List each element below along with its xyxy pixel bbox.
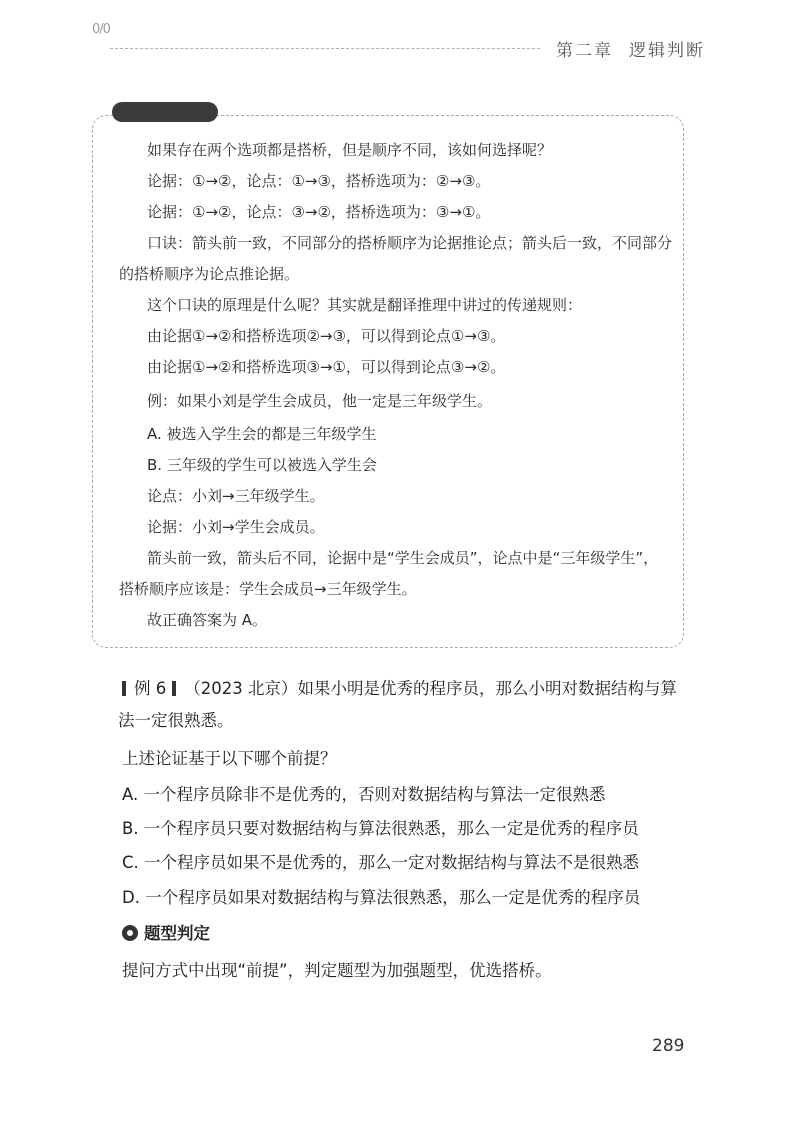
section-bullet-icon (122, 925, 138, 941)
header-mark: 0/0 (92, 22, 110, 37)
option-c: C. 一个程序员如果不是优秀的，那么一定对数据结构与算法不是很熟悉 (122, 853, 640, 872)
tip-line: 论据：小刘→学生会成员。 (147, 518, 325, 536)
section-heading (122, 923, 210, 945)
chapter-title: 逻辑判断 (629, 41, 705, 61)
option-b: B. 一个程序员只要对数据结构与算法很熟悉，那么一定是优秀的程序员 (122, 819, 639, 838)
tip-line: 的搭桥顺序为论点推论据。 (119, 265, 300, 283)
section-text: 提问方式中出现“前提”，判定题型为加强题型，优选搭桥。 (122, 961, 552, 980)
tip-line: 论点：小刘→三年级学生。 (147, 487, 325, 505)
section-title: 题型判定 (144, 924, 210, 943)
header-rule (110, 48, 540, 49)
example-stem-line1: 如果小明是优秀的程序员，那么小明对数据结构与算 (297, 679, 677, 698)
example-source: （2023 北京） (184, 679, 298, 698)
chapter-label: 第二章 (556, 41, 613, 61)
tip-line: 口诀：箭头前一致，不同部分的搭桥顺序为论据推论点；箭头后一致，不同部分 (147, 234, 673, 252)
page-number: 289 (652, 1036, 685, 1056)
example-label: 例 6 (134, 679, 167, 698)
tip-line: 故正确答案为 A。 (147, 611, 268, 629)
example-bracket-left (122, 681, 126, 696)
tip-line: 由论据①→②和搭桥选项③→①，可以得到论点③→②。 (147, 358, 506, 376)
tip-line: A. 被选入学生会的都是三年级学生 (147, 425, 377, 443)
tip-line: 论据：①→②，论点：③→②，搭桥选项为：③→①。 (147, 203, 491, 221)
running-header (556, 36, 705, 61)
tip-line: 这个口诀的原理是什么呢？其实就是翻译推理中讲过的传递规则： (147, 296, 583, 314)
example-question: 上述论证基于以下哪个前提？ (122, 749, 337, 768)
example-stem-line2: 法一定很熟悉。 (118, 711, 234, 730)
tip-line: 箭头前一致，箭头后不同，论据中是“学生会成员”，论点中是“三年级学生”， (147, 549, 659, 567)
tip-badge (112, 102, 218, 122)
example-heading (122, 678, 677, 700)
option-d: D. 一个程序员如果对数据结构与算法很熟悉，那么一定是优秀的程序员 (122, 888, 641, 907)
tip-line: 论据：①→②，论点：①→③，搭桥选项为：②→③。 (147, 172, 491, 190)
tip-line: 由论据①→②和搭桥选项②→③，可以得到论点①→③。 (147, 327, 506, 345)
example-bracket-right (172, 681, 176, 696)
tip-line: 搭桥顺序应该是：学生会成员→三年级学生。 (119, 580, 417, 598)
tip-line: 如果存在两个选项都是搭桥，但是顺序不同，该如何选择呢？ (147, 141, 553, 159)
tip-box (92, 115, 684, 648)
tip-line: 例：如果小刘是学生会成员，他一定是三年级学生。 (147, 392, 493, 410)
tip-line: B. 三年级的学生可以被选入学生会 (147, 456, 377, 474)
option-a: A. 一个程序员除非不是优秀的，否则对数据结构与算法一定很熟悉 (122, 785, 606, 804)
